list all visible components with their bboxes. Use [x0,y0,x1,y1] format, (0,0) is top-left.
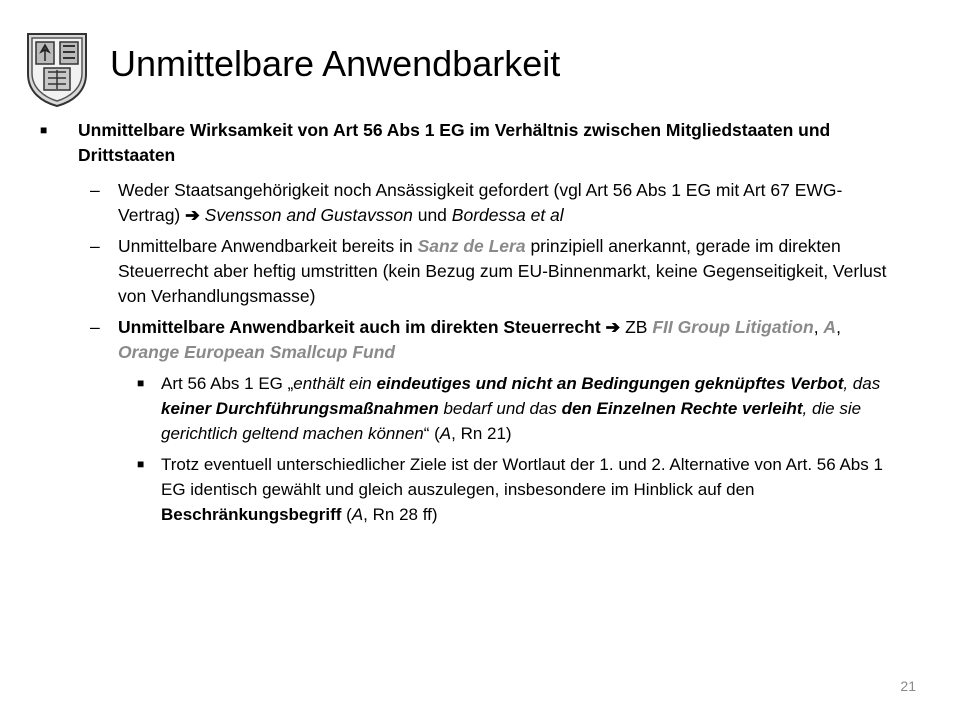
dash-marker: – [90,180,100,200]
quote-emphasis-2: keiner Durchführungsmaßnahmen [161,399,439,418]
citation-open: “ ( [423,424,440,443]
dash-item-2 [40,234,900,309]
sub-bullet-2-text: Trotz eventuell unterschiedlicher Ziele ist der Wortlaut der 1. und 2. Alternative von Art. 56 Abs 1 EG identisch gewählt und gleich auszulegen, insbesondere im Hinblick auf den [161,455,883,499]
dash-item-1-and: und [412,205,452,225]
citation-open: ( [341,505,352,524]
separator: , [813,317,824,337]
square-bullet-icon: ■ [137,457,145,471]
quote-part-2: , das [843,374,881,393]
slide-content [40,118,900,533]
case-fii-group-litigation: FII Group Litigation [652,317,814,337]
dash-item-2-rest: prinzipiell anerkannt, gerade im direkten Steuerrecht aber heftig umstritten (kein Bezug zum EU-Binnenmarkt, keine Gegenseitigkeit, Verlust von Verhandlungsmasse) [118,236,887,306]
citation-case: A [351,505,364,524]
page-number: 21 [900,678,916,694]
citation-rn: , Rn 21) [451,424,512,443]
quote-part-1: enthält ein [293,374,377,393]
dash-item-3-text: Unmittelbare Anwendbarkeit auch im direkten Steuerrecht [118,317,601,337]
bullet-text: Unmittelbare Wirksamkeit von Art 56 Abs 1 EG im Verhältnis zwischen Mitgliedstaaten und Drittstaaten [78,120,831,165]
citation-rn: , Rn 28 ff) [363,505,438,524]
case-a: A [823,317,837,337]
dash-item-1-text: Weder Staatsangehörigkeit noch Ansässigkeit gefordert (vgl Art 56 Abs 1 EG mit Art 67 EWG-Vertrag) [118,180,843,225]
sub-bullet-1-lead: Art 56 Abs 1 EG „ [161,374,294,393]
quote-emphasis-1: eindeutiges und nicht an Bedingungen geknüpftes Verbot [376,374,844,393]
citation-case: A [439,424,452,443]
square-bullet-icon: ■ [40,123,48,137]
dash-item-3 [40,315,900,365]
arrow-right-icon: ➔ [605,317,621,337]
quote-part-4: , die sie gerichtlich geltend machen können [161,399,862,443]
quote-emphasis-3: den Einzelnen Rechte verleiht [561,399,803,418]
separator: , [836,317,841,337]
slide-title: Unmittelbare Anwendbarkeit [110,43,561,84]
arrow-right-icon: ➔ [185,205,200,225]
university-crest-icon [22,28,92,108]
case-orange-european-smallcup-fund: Orange European Smallcup Fund [118,342,396,362]
dash-marker: – [90,317,100,337]
term-beschraenkungsbegriff: Beschränkungsbegriff [161,505,342,524]
bullet-level1 [40,118,900,168]
square-bullet-icon: ■ [137,376,145,390]
sub-bullet-2 [40,452,900,527]
case-sanz-de-lera: Sanz de Lera [417,236,526,256]
dash-item-1 [40,178,900,228]
dash-marker: – [90,236,100,256]
dash-item-2-text: Unmittelbare Anwendbarkeit bereits in [118,236,418,256]
sub-bullet-1 [40,371,900,446]
case-svensson: Svensson and Gustavsson [204,205,413,225]
dash-item-3-zb: ZB [620,317,653,337]
case-bordessa: Bordessa et al [451,205,564,225]
quote-part-3: bedarf und das [438,399,562,418]
